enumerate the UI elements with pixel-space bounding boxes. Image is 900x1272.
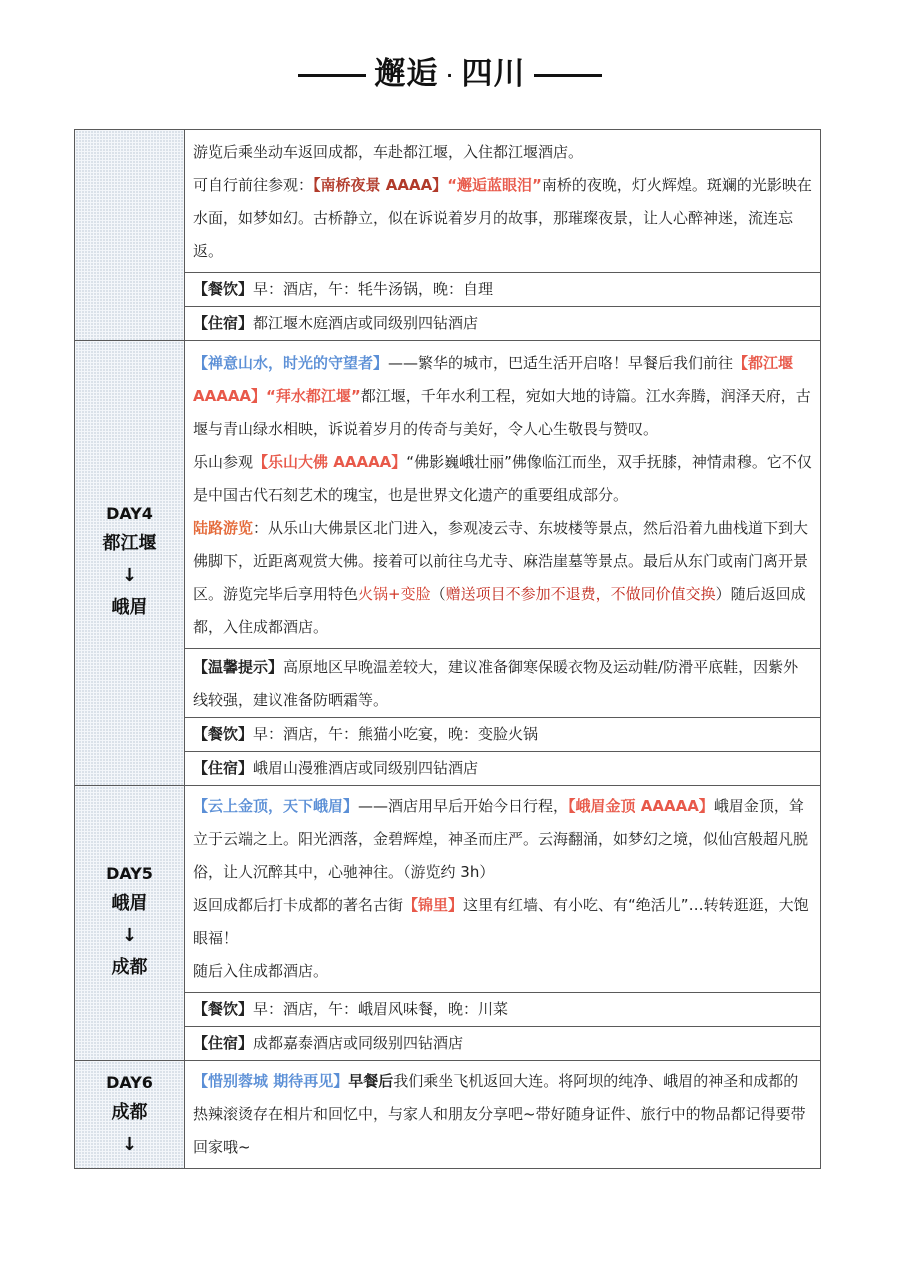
title-left-dash — [298, 74, 366, 77]
day3-stay-text: 都江堰木庭酒店或同级别四钻酒店 — [253, 314, 479, 332]
day5-para-2-body: 这里有红墙、有小吃、有“绝活儿”…转转逛逛，大饱眼福！ — [193, 896, 809, 947]
day4-tip-text: 高原地区早晚温差较大，建议准备御寒保暖衣物及运动鞋/防滑平底鞋，因紫外线较强，建议准备防晒霜等。 — [193, 658, 799, 709]
meal-tag: 【餐饮】 — [193, 280, 254, 298]
day5-from: 峨眉 — [111, 893, 148, 914]
title-part-b: 四川 — [461, 56, 526, 92]
day5-stay-cell — [185, 1027, 821, 1061]
day4-para-1 — [193, 347, 812, 446]
day4-para-2-body: “佛影巍峨壮丽”佛像临江而坐，双手抚膝，神情肃穆。它不仅是中国古代石刻艺术的瑰宝，也是世界文化遗产的重要组成部分。 — [193, 453, 812, 504]
day4-tip-cell — [185, 649, 821, 718]
day4-label-cell — [75, 341, 185, 786]
day3-stay-cell — [185, 307, 821, 341]
day4-meal-cell — [185, 718, 821, 752]
day5-desc-row — [75, 786, 821, 993]
day5-para-2-lead: 返回成都后打卡成都的著名古街 — [193, 896, 404, 914]
hotpot-face-highlight: 火锅+变脸 — [358, 585, 431, 603]
day4-stay-row — [75, 752, 821, 786]
stay-tag: 【住宿】 — [193, 759, 254, 777]
title-right-dash — [534, 74, 602, 77]
day4-tip-row — [75, 649, 821, 718]
day5-stay-row — [75, 1027, 821, 1061]
meal-tag: 【餐饮】 — [193, 1000, 254, 1018]
day6-arrow-icon: ↓ — [121, 1133, 138, 1155]
day3-desc-row — [75, 130, 821, 273]
day5-number: DAY5 — [106, 864, 153, 883]
itinerary-table — [74, 129, 821, 1169]
day4-to: 峨眉 — [111, 597, 148, 618]
day5-theme: 【云上金顶，天下峨眉】 — [193, 797, 359, 815]
leshan-buddha-highlight: 【乐山大佛 AAAAA】 — [253, 453, 407, 471]
day3-para-1: 游览后乘坐动车返回成都，车赴都江堰，入住都江堰酒店。 — [193, 143, 584, 161]
title-separator: · — [446, 66, 454, 85]
day5-para-1 — [193, 790, 812, 889]
day4-meal-text: 早：酒店，午：熊猫小吃宴，晚：变脸火锅 — [253, 725, 539, 743]
day3-meal-row — [75, 273, 821, 307]
day6-label-cell — [75, 1061, 185, 1169]
day4-desc-row — [75, 341, 821, 649]
day4-para-2 — [193, 446, 812, 512]
jinding-highlight: 【峨眉金顶 AAAAA】 — [568, 797, 714, 815]
day4-stay-cell — [185, 752, 821, 786]
day5-meal-text: 早：酒店，午：峨眉风味餐，晚：川菜 — [253, 1000, 509, 1018]
title-part-a: 邂逅 — [374, 56, 439, 92]
day4-stay-text: 峨眉山漫雅酒店或同级别四钻酒店 — [253, 759, 479, 777]
day4-para-3-body: ：从乐山大佛景区北门进入，参观凌云寺、东坡楼等景点，然后沿着九曲栈道下到大佛脚下，近距离观赏大佛。接着可以前往乌尤寺、麻浩崖墓等景点。最后从东门或南门离开景区。游览完毕后享用特色 — [193, 519, 809, 603]
day4-from: 都江堰 — [102, 533, 157, 554]
jinli-highlight: 【锦里】 — [403, 896, 464, 914]
day6-para-1 — [193, 1065, 812, 1164]
nanqiao-highlight: 【南桥夜景 AAAA】 — [313, 176, 448, 194]
day5-para-1-body: 峨眉金顶，耸立于云端之上。阳光洒落，金碧辉煌，神圣而庄严。云海翻涌，如梦幻之境，似仙宫般超凡脱俗，让人沉醉其中，心驰神往。（游览约 3h） — [193, 797, 809, 881]
day5-stay-text: 成都嘉泰酒店或同级别四钻酒店 — [253, 1034, 464, 1052]
day6-desc-cell — [185, 1061, 821, 1169]
day4-meal-row — [75, 718, 821, 752]
day4-paren-open: （ — [430, 585, 446, 603]
blue-tears-highlight: “邂逅蓝眼泪” — [447, 176, 542, 194]
day5-desc-cell — [185, 786, 821, 993]
day5-para-2 — [193, 889, 812, 955]
day4-para-3 — [193, 512, 812, 644]
day5-para-1-lead: ——酒店用早后开始今日行程， — [358, 797, 569, 815]
day4-para-1-body: 都江堰，千年水利工程，宛如大地的诗篇。江水奔腾，润泽天府，古堰与青山绿水相映，诉说着岁月的传奇与美好，令人心生敬畏与赞叹。 — [193, 387, 811, 438]
day4-number: DAY4 — [106, 504, 153, 523]
day3-desc-cell — [185, 130, 821, 273]
day4-desc-cell — [185, 341, 821, 649]
day6-para-1-body: 我们乘坐飞机返回大连。将阿坝的纯净、峨眉的神圣和成都的热辣滚烫存在相片和回忆中，与家人和朋友分享吧~带好随身证件、旅行中的物品都记得要带回家哦~ — [193, 1072, 806, 1156]
day4-para-1-lead: ——繁华的城市，巴适生活开启咯！早餐后我们前往 — [388, 354, 734, 372]
day3-para-2 — [193, 169, 812, 268]
day5-meal-row — [75, 993, 821, 1027]
page-title — [0, 48, 900, 93]
day6-theme: 【惜别蓉城 期待再见】 — [193, 1072, 349, 1090]
day5-label-cell — [75, 786, 185, 1061]
day3-meal-text: 早：酒店，午：牦牛汤锅，晚：自理 — [253, 280, 494, 298]
tip-tag: 【温馨提示】 — [193, 658, 284, 676]
day3-para-2-lead: 可自行前往参观： — [193, 176, 314, 194]
meal-tag: 【餐饮】 — [193, 725, 254, 743]
day5-to: 成都 — [111, 957, 148, 978]
day6-desc-row — [75, 1061, 821, 1169]
gift-note: 赠送项目不参加不退费，不做同价值交换 — [445, 585, 716, 603]
day4-para-3-tail: ）随后返回成都，入住成都酒店。 — [193, 585, 806, 636]
day5-meal-cell — [185, 993, 821, 1027]
stay-tag: 【住宿】 — [193, 314, 254, 332]
day3-stay-row — [75, 307, 821, 341]
breakfast-after: 早餐后 — [348, 1072, 394, 1090]
stay-tag: 【住宿】 — [193, 1034, 254, 1052]
day4-para-2-lead: 乐山参观 — [193, 453, 254, 471]
day3-label-cell — [75, 130, 185, 341]
dujiangyan-highlight: 【都江堰 AAAAA】“拜水都江堰” — [193, 354, 794, 405]
day3-meal-cell — [185, 273, 821, 307]
day3-para-2-body: 南桥的夜晚，灯火辉煌。斑斓的光影映在水面，如梦如幻。古桥静立，似在诉说着岁月的故事，那璀璨夜景，让人心醉神迷，流连忘返。 — [193, 176, 812, 260]
day5-para-3: 随后入住成都酒店。 — [193, 962, 329, 980]
day6-from: 成都 — [111, 1101, 148, 1123]
day4-arrow-icon: ↓ — [121, 565, 138, 586]
day5-arrow-icon: ↓ — [121, 925, 138, 946]
land-tour-highlight: 陆路游览 — [193, 519, 254, 537]
day6-number: DAY6 — [106, 1072, 153, 1092]
day4-theme: 【禅意山水，时光的守望者】 — [193, 354, 389, 372]
